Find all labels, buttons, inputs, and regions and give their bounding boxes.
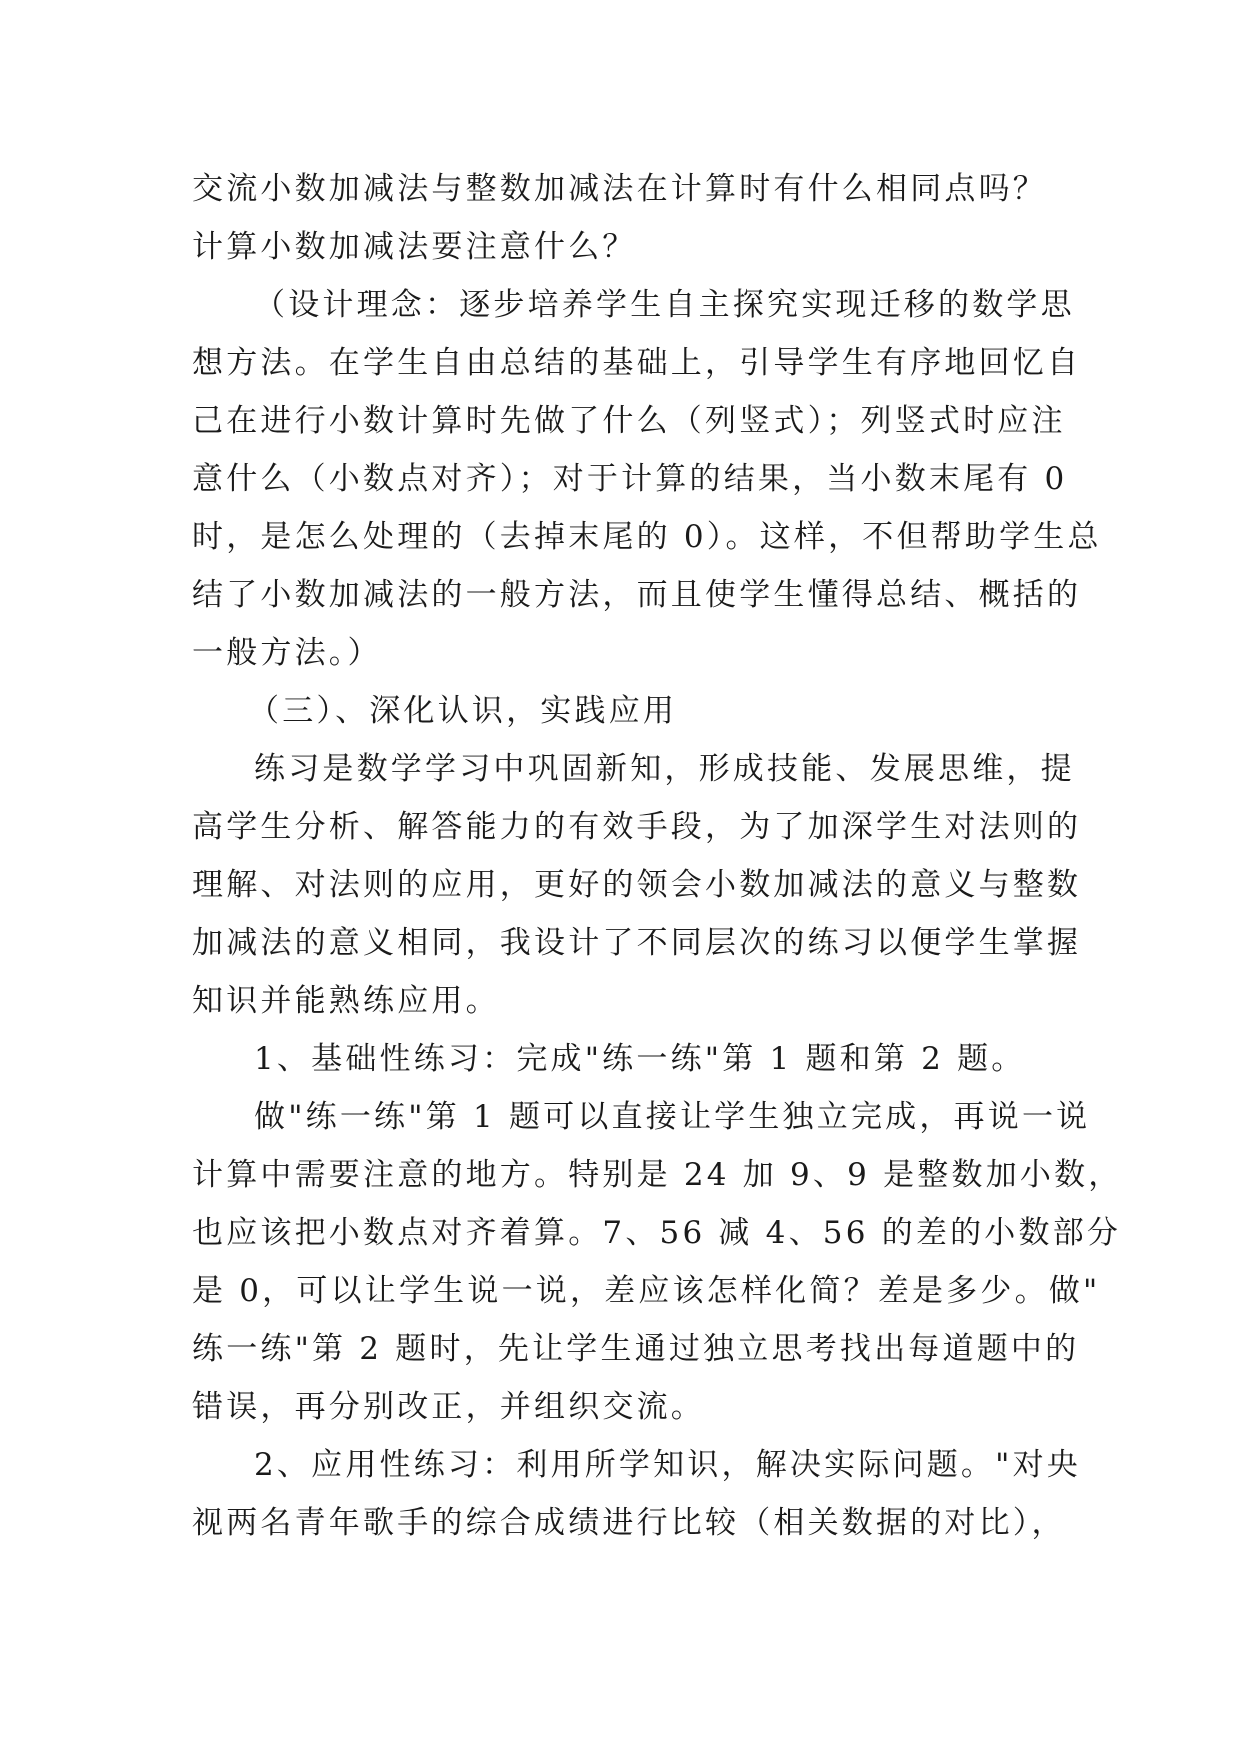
text-line: 计算中需要注意的地方。特别是 24 加 9、9 是整数加小数， [192, 1157, 1123, 1193]
text-line: 意什么（小数点对齐）；对于计算的结果，当小数末尾有 0 [192, 461, 1068, 497]
text-line: 练一练"第 2 题时，先让学生通过独立思考找出每道题中的 [192, 1331, 1080, 1367]
text-line: （设计理念：逐步培养学生自主探究实现迁移的数学思 [254, 287, 1075, 323]
text-line: 理解、对法则的应用，更好的领会小数加减法的意义与整数 [192, 867, 1082, 903]
document-body [192, 160, 1123, 1552]
text-line: 也应该把小数点对齐着算。7、56 减 4、56 的差的小数部分 [192, 1215, 1122, 1251]
text-line: 视两名青年歌手的综合成绩进行比较（相关数据的对比）， [192, 1505, 1066, 1541]
text-line: 做"练一练"第 1 题可以直接让学生独立完成，再说一说 [254, 1099, 1091, 1135]
text-line: 2、应用性练习：利用所学知识，解决实际问题。"对央 [254, 1447, 1081, 1483]
text-line: 想方法。在学生自由总结的基础上，引导学生有序地回忆自 [192, 345, 1082, 381]
text-line: 时，是怎么处理的（去掉末尾的 0）。这样，不但帮助学生总 [192, 519, 1102, 555]
text-line: 计算小数加减法要注意什么？ [192, 229, 637, 265]
text-line: 交流小数加减法与整数加减法在计算时有什么相同点吗？ [192, 171, 1047, 207]
text-line: 己在进行小数计算时先做了什么（列竖式）；列竖式时应注 [192, 403, 1066, 439]
text-line: 1、基础性练习：完成"练一练"第 1 题和第 2 题。 [254, 1041, 1026, 1077]
text-line: 一般方法。） [192, 635, 382, 671]
text-line: 结了小数加减法的一般方法，而且使学生懂得总结、概括的 [192, 577, 1082, 613]
text-line: 加减法的意义相同，我设计了不同层次的练习以便学生掌握 [192, 925, 1082, 961]
text-line: 练习是数学学习中巩固新知，形成技能、发展思维，提 [254, 751, 1075, 787]
section-heading: （三）、深化认识，实践应用 [248, 693, 678, 729]
text-line: 是 0，可以让学生说一说，差应该怎样化简？差是多少。做" [192, 1273, 1101, 1309]
text-line: 高学生分析、解答能力的有效手段，为了加深学生对法则的 [192, 809, 1082, 845]
text-line: 知识并能熟练应用。 [192, 983, 500, 1019]
text-line: 错误，再分别改正，并组织交流。 [192, 1389, 705, 1425]
